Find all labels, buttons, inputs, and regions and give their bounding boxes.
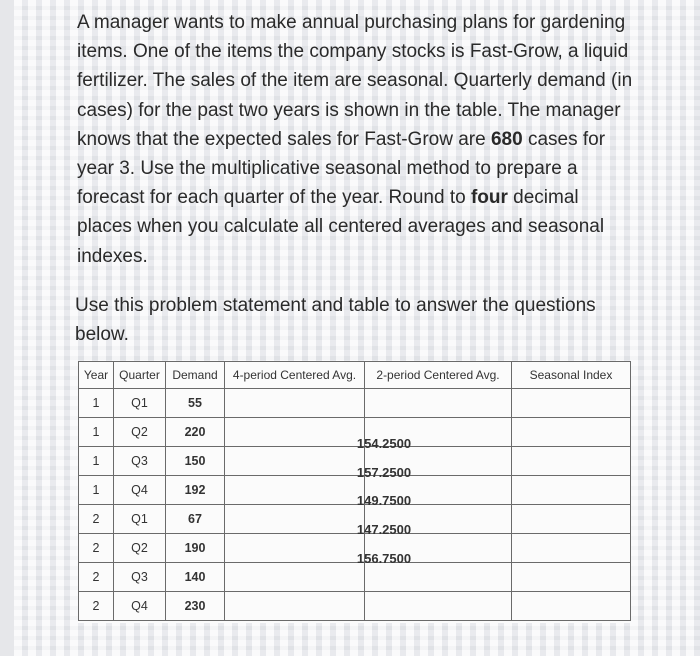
seasonal-index-cell (512, 418, 631, 447)
header-4-period: 4-period Centered Avg. (225, 362, 365, 389)
problem-statement (77, 8, 637, 271)
year-cell: 2 (79, 563, 114, 592)
quarter-cell: Q3 (114, 563, 166, 592)
left-margin (0, 0, 14, 656)
quarter-cell: Q4 (114, 476, 166, 505)
seasonal-index-cell (512, 476, 631, 505)
demand-cell: 230 (166, 592, 225, 621)
demand-cell: 140 (166, 563, 225, 592)
seasonal-index-cell (512, 563, 631, 592)
centered-avg-value: 149.7500 (356, 493, 412, 508)
demand-cell: 192 (166, 476, 225, 505)
seasonal-index-cell (512, 505, 631, 534)
centered-avg-value: 157.2500 (356, 465, 412, 480)
year-cell: 2 (79, 505, 114, 534)
seasonal-index-cell (512, 447, 631, 476)
two-period-cell (365, 592, 512, 621)
header-2-period: 2-period Centered Avg. (365, 362, 512, 389)
table-row (79, 563, 631, 592)
four-period-cell (225, 592, 365, 621)
problem-intro: A manager wants to make annual purchasing plans for gardening items. One of the items the company stocks is Fast-Grow, a liquid fertilizer. The sales of the item are seasonal. Quarterly demand (in cases) for the past two years is shown in the table. The manager knows that the expected sales for Fast-Grow are (77, 12, 633, 150)
demand-table (78, 361, 631, 621)
header-year: Year (79, 362, 114, 389)
decimal-places-value: four (470, 187, 508, 209)
table-row (79, 592, 631, 621)
problem-middle: cases for year 3. Use the multiplicative seasonal method to prepare a forecast for each quarter of the year. Round to (77, 128, 606, 209)
table-row (79, 389, 631, 418)
demand-cell: 67 (166, 505, 225, 534)
year-cell: 1 (79, 418, 114, 447)
quarter-cell: Q1 (114, 505, 166, 534)
four-period-cell (225, 563, 365, 592)
problem-end: decimal places when you calculate all centered averages and seasonal indexes. (77, 187, 605, 267)
demand-cell: 55 (166, 389, 225, 418)
demand-cell: 190 (166, 534, 225, 563)
quarter-cell: Q3 (114, 447, 166, 476)
quarter-cell: Q4 (114, 592, 166, 621)
header-quarter: Quarter (114, 362, 166, 389)
centered-avg-value: 156.7500 (356, 551, 412, 566)
year-cell: 1 (79, 389, 114, 418)
seasonal-index-cell (512, 592, 631, 621)
centered-avg-value: 147.2500 (356, 522, 412, 537)
quarter-cell: Q1 (114, 389, 166, 418)
demand-cell: 150 (166, 447, 225, 476)
four-period-cell (225, 389, 365, 418)
seasonal-index-cell (512, 534, 631, 563)
demand-table-container (78, 361, 630, 623)
header-seasonal-index: Seasonal Index (512, 362, 631, 389)
instruction-text: Use this problem statement and table to answer the questions below. (75, 295, 596, 345)
year-cell: 2 (79, 534, 114, 563)
demand-cell: 220 (166, 418, 225, 447)
quarter-cell: Q2 (114, 418, 166, 447)
seasonal-index-cell (512, 389, 631, 418)
expected-sales-value: 680 (490, 128, 523, 150)
year-cell: 2 (79, 592, 114, 621)
centered-avg-value: 154.2500 (356, 436, 412, 451)
year-cell: 1 (79, 447, 114, 476)
table-header-row (79, 362, 631, 389)
two-period-cell (365, 389, 512, 418)
two-period-cell (365, 563, 512, 592)
header-demand: Demand (166, 362, 225, 389)
quarter-cell: Q2 (114, 534, 166, 563)
year-cell: 1 (79, 476, 114, 505)
